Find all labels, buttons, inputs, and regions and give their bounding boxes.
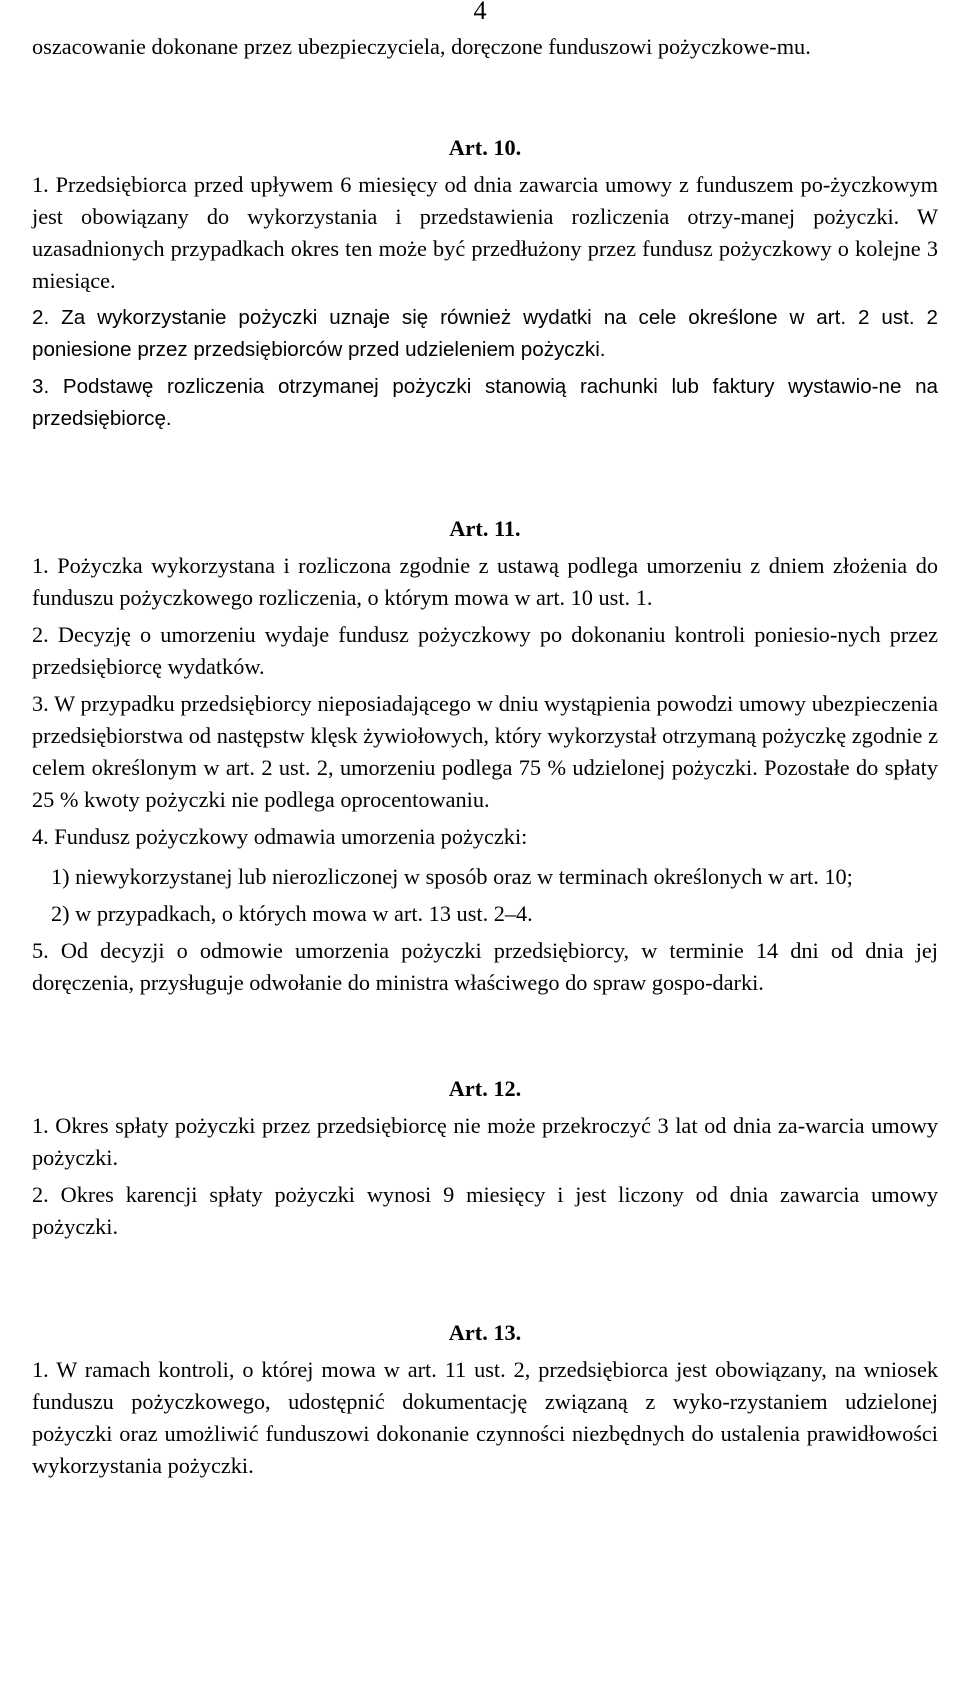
- article-11-paragraph-4: 4. Fundusz pożyczkowy odmawia umorzenia pożyczki:: [32, 824, 528, 849]
- article-11-list-item-1: 1) niewykorzystanej lub nierozliczonej w sposób oraz w terminach określonych w art. 10;: [51, 864, 853, 889]
- document-body: [32, 31, 938, 1482]
- article-10-title: Art. 10.: [448, 135, 522, 160]
- article-13-paragraph-1: 1. W ramach kontroli, o której mowa w art. 11 ust. 2, przedsiębiorca jest obowiązany, na wniosek funduszu pożyczkowego, udostępnić dokumentację związaną z wyko-rzystaniem udzielonej pożyczki oraz umożliwić funduszowi dokonanie czynności niezbędnych do ustalenia prawidłowości wykorzystania pożyczki.: [32, 1357, 938, 1478]
- continuation-text: oszacowanie dokonane przez ubezpieczyciela, doręczone funduszowi pożyczkowe-mu.: [32, 34, 811, 59]
- article-10-paragraph-2: 2. Za wykorzystanie pożyczki uznaje się również wydatki na cele określone w art. 2 ust. 2 poniesione przez przedsiębiorców przed udzieleniem pożyczki.: [32, 306, 938, 361]
- article-12-paragraph-1: 1. Okres spłaty pożyczki przez przedsiębiorcę nie może przekroczyć 3 lat od dnia za-warcia umowy pożyczki.: [32, 1113, 938, 1170]
- article-10-paragraph-3: 3. Podstawę rozliczenia otrzymanej pożyczki stanowią rachunki lub faktury wystawio-ne na przedsiębiorcę.: [32, 375, 938, 430]
- article-11-paragraph-5: 5. Od decyzji o odmowie umorzenia pożyczki przedsiębiorcy, w terminie 14 dni od dnia jej doręczenia, przysługuje odwołanie do ministra właściwego do spraw gospo-darki.: [32, 938, 938, 995]
- article-12-paragraph-2: 2. Okres karencji spłaty pożyczki wynosi 9 miesięcy i jest liczony od dnia zawarcia umowy pożyczki.: [32, 1182, 938, 1239]
- article-13-title: Art. 13.: [448, 1320, 522, 1345]
- article-12-title: Art. 12.: [448, 1076, 522, 1101]
- article-10-paragraph-1: 1. Przedsiębiorca przed upływem 6 miesięcy od dnia zawarcia umowy z funduszem po-życzkowym jest obowiązany do wykorzystania i przedstawienia rozliczenia otrzy-manej pożyczki. W uzasadnionych przypadkach okres ten może być przedłużony przez fundusz pożyczkowy o kolejne 3 miesiące.: [32, 172, 938, 293]
- article-11-paragraph-1: 1. Pożyczka wykorzystana i rozliczona zgodnie z ustawą podlega umorzeniu z dniem złożenia do funduszu pożyczkowego rozliczenia, o którym mowa w art. 10 ust. 1.: [32, 553, 938, 610]
- article-11-list-item-2: 2) w przypadkach, o których mowa w art. 13 ust. 2–4.: [51, 901, 533, 926]
- article-11-paragraph-2: 2. Decyzję o umorzeniu wydaje fundusz pożyczkowy po dokonaniu kontroli poniesio-nych przez przedsiębiorcę wydatków.: [32, 622, 938, 679]
- article-11-title: Art. 11.: [449, 516, 521, 541]
- article-11-paragraph-3: 3. W przypadku przedsiębiorcy nieposiadającego w dniu wystąpienia powodzi umowy ubezpieczenia przedsiębiorstwa od następstw klęsk żywiołowych, który wykorzystał otrzymaną pożyczkę zgodnie z celem określonym w art. 2 ust. 2, umorzeniu podlega 75 % udzielonej pożyczki. Pozostałe do spłaty 25 % kwoty pożyczki nie podlega oprocentowaniu.: [32, 691, 938, 812]
- page-number: 4: [473, 0, 487, 25]
